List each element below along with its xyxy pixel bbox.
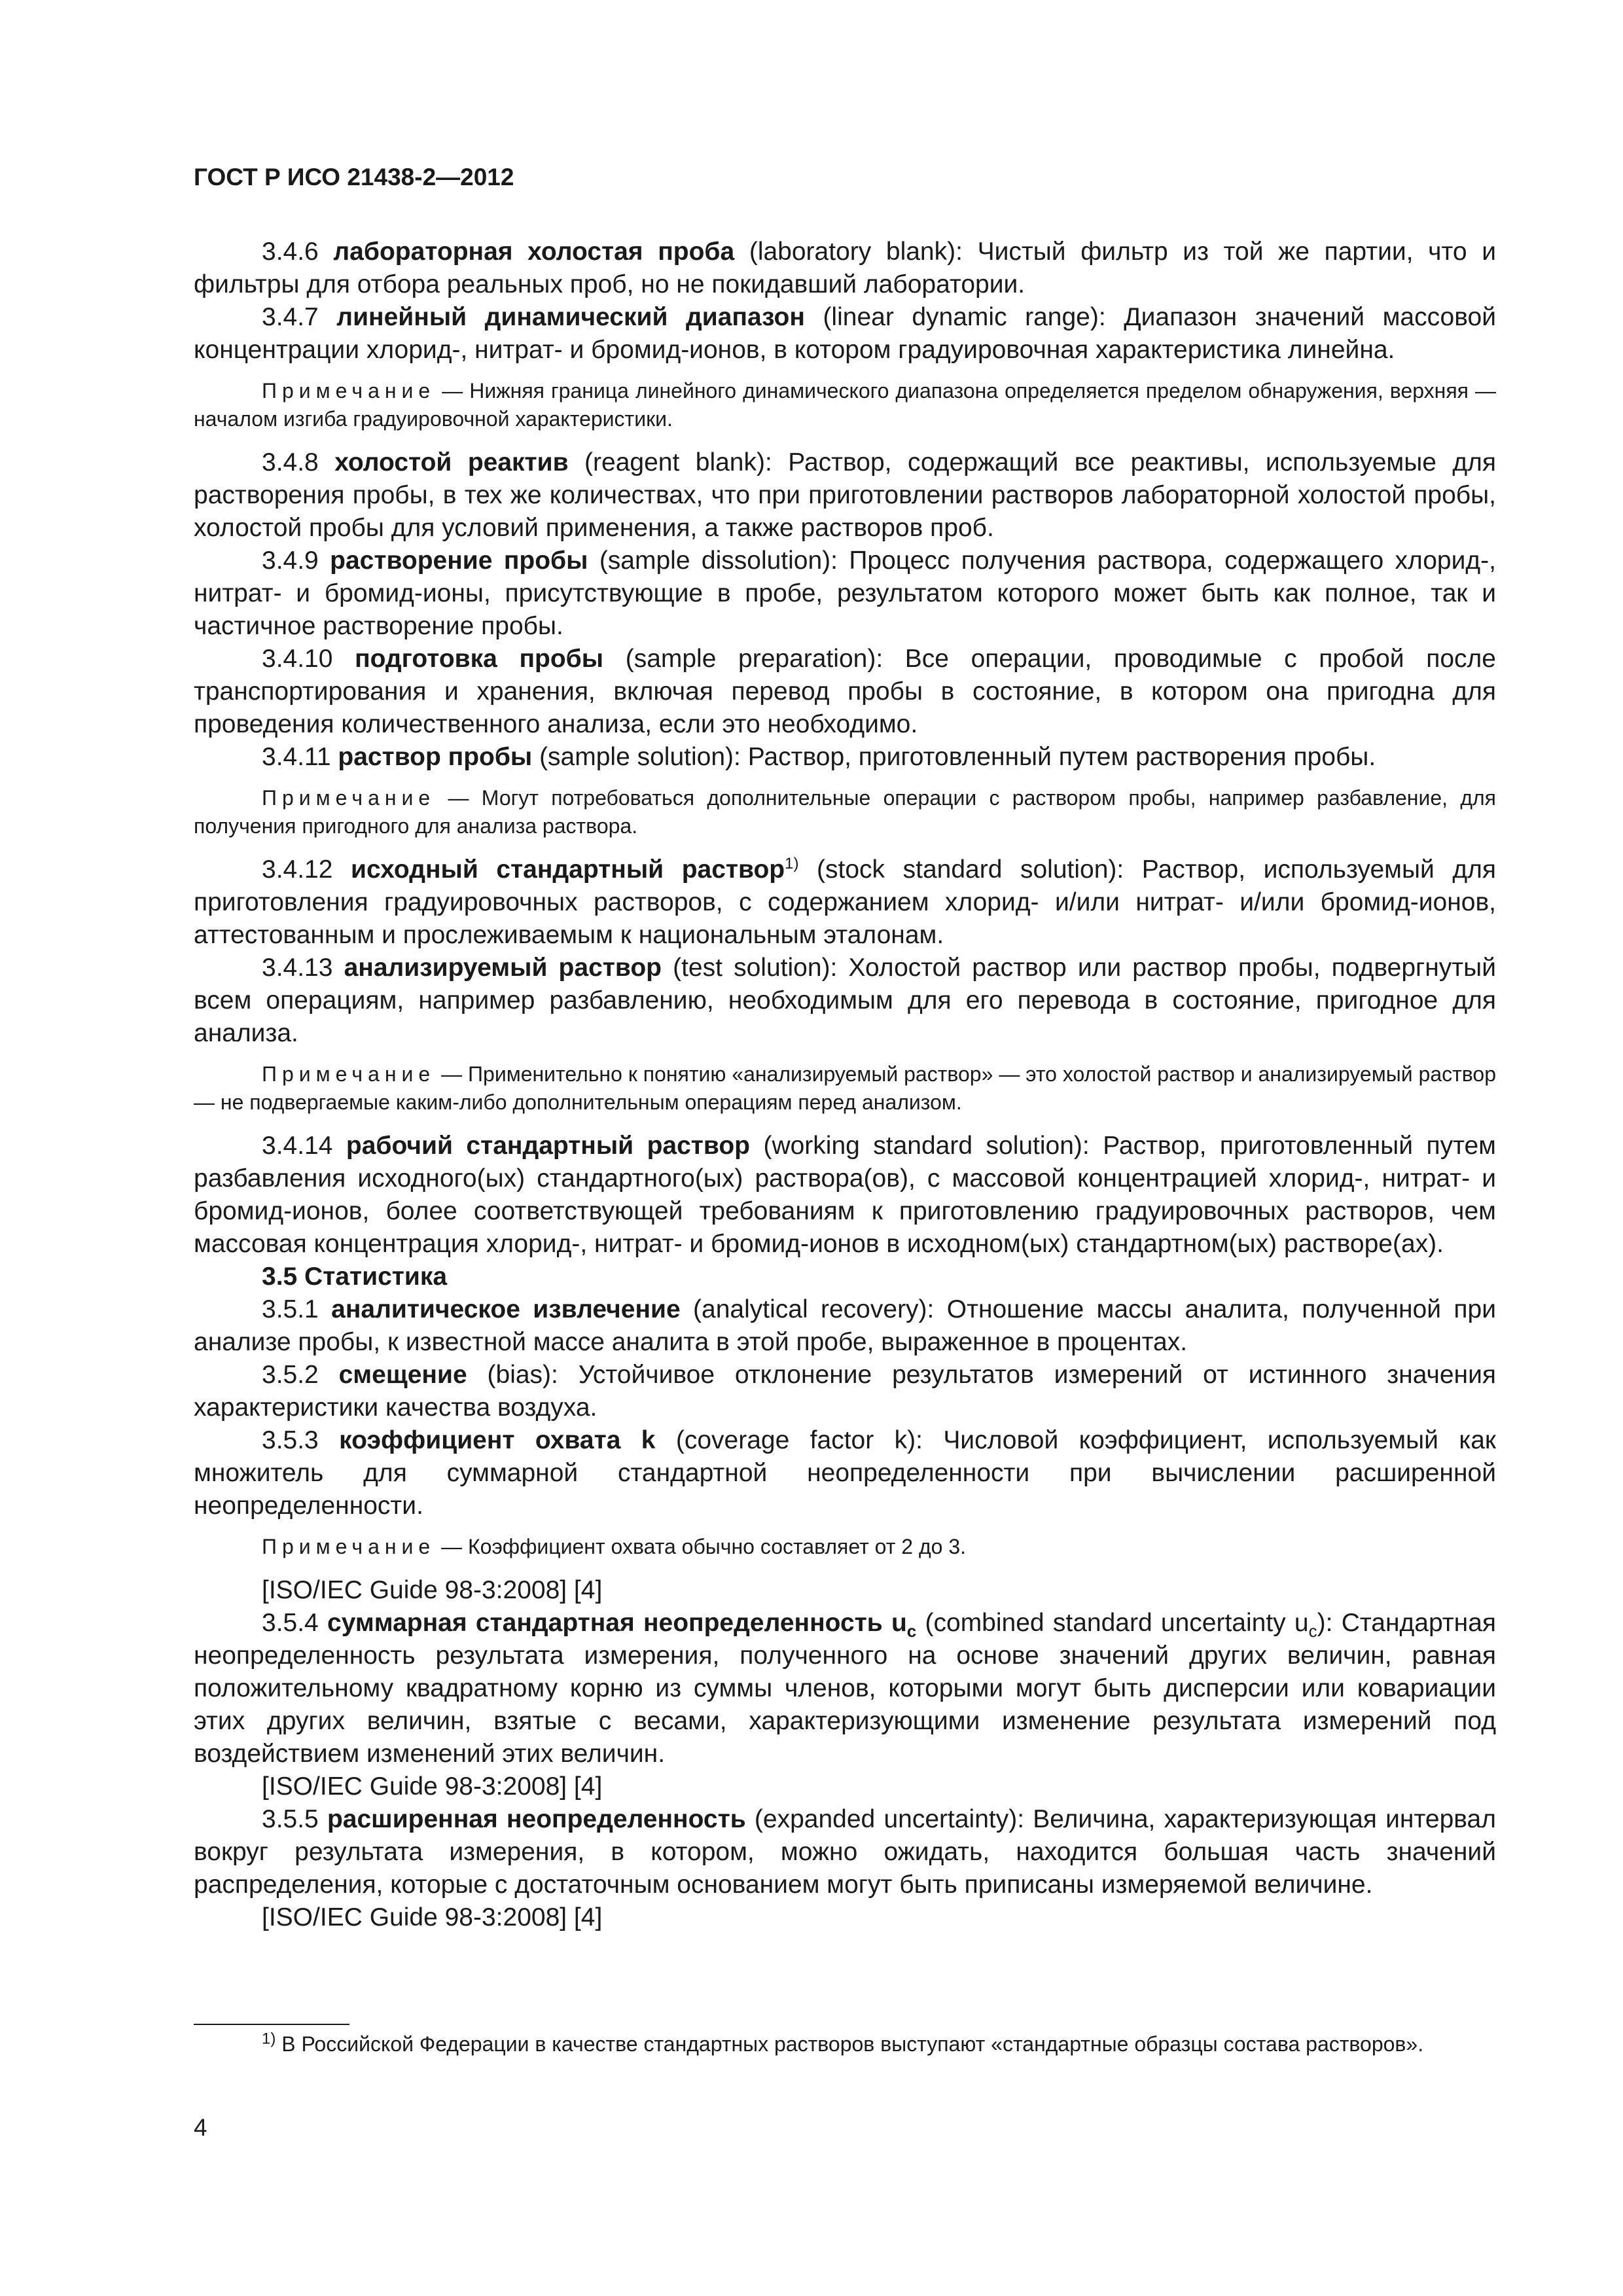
definition <box>194 643 1496 741</box>
definition-text: (expanded uncertainty): Величина, характеризующая интервал вокруг результата измерения, в котором, можно ожидать, находится большая часть значений распределения, которые с достаточным основанием могут быть приписаны измеряемой величине. <box>194 1805 1496 1899</box>
definition-term: расширенная неопределенность <box>327 1805 746 1833</box>
definition-number: 3.4.13 <box>262 954 333 982</box>
definition <box>194 1359 1496 1424</box>
definition <box>194 1130 1496 1261</box>
note-label: Примечание <box>262 379 436 403</box>
definition-number: 3.4.12 <box>262 855 333 884</box>
footnote-ref: 1) <box>785 855 799 872</box>
document-header: ГОСТ Р ИСО 21438-2—2012 <box>194 164 514 190</box>
definition <box>194 545 1496 643</box>
definition-text-cont: ): Стандартная неопределенность результата измерения, полученного на основе значений других величин, равная положительному квадратному корню из суммы членов, которыми могут быть дисперсии или ковариации этих других величин, взятые с весами, характеризующими изменение результата измерений под воздействием изменений этих величин. <box>194 1609 1497 1768</box>
definition-text: (coverage factor k): Числовой коэффициент, используемый как множитель для суммарной стандартной неопределенности при вычислении расширенной неопределенности. <box>194 1426 1496 1520</box>
definition-number: 3.5.3 <box>262 1426 319 1454</box>
definition-number: 3.4.14 <box>262 1132 333 1160</box>
definition <box>194 446 1496 545</box>
footnote-divider <box>194 2024 349 2025</box>
note <box>194 1060 1496 1117</box>
definition-term: суммарная стандартная неопределенность u <box>327 1609 907 1637</box>
text-subscript: c <box>1308 1621 1317 1641</box>
definition-number: 3.5.1 <box>262 1295 319 1323</box>
definition <box>194 1607 1496 1770</box>
definition-term: рабочий стандартный раствор <box>346 1132 750 1160</box>
note-label: Примечание <box>262 1062 436 1086</box>
definition-text: (sample preparation): Все операции, проводимые с пробой после транспортирования и хранения, включая перевод пробы в состояние, в котором она пригодна для проведения количественного анализа, если это необходимо. <box>194 645 1496 738</box>
definition <box>194 1803 1496 1901</box>
definition <box>194 236 1496 301</box>
reference: [ISO/IEC Guide 98-3:2008] [4] <box>262 1772 603 1801</box>
definition-text: (sample solution): Раствор, приготовленный путем растворения пробы. <box>532 743 1376 771</box>
definition-text: (sample dissolution): Процесс получения раствора, содержащего хлорид-, нитрат- и бромид-ионы, присутствующие в пробе, результатом которого может быть как полное, так и частичное растворение пробы. <box>194 547 1496 640</box>
note-text: — Могут потребоваться дополнительные операции с раствором пробы, например разбавление, для получения пригодного для анализа раствора. <box>194 786 1496 838</box>
note <box>194 1533 1496 1561</box>
definition-number: 3.4.9 <box>262 547 319 575</box>
definition-number: 3.4.10 <box>262 645 333 673</box>
section-heading: 3.5 Статистика <box>262 1263 448 1291</box>
definition-number: 3.4.8 <box>262 448 319 476</box>
definition <box>194 853 1496 952</box>
term-subscript: c <box>906 1621 917 1641</box>
note-text: — Коэффициент охвата обычно составляет от 2 до 3. <box>435 1535 966 1558</box>
definition-term: аналитическое извлечение <box>331 1295 681 1323</box>
definition-number: 3.5.4 <box>262 1609 319 1637</box>
definition-text: (test solution): Холостой раствор или раствор пробы, подвергнутый всем операциям, например разбавлению, необходимым для его перевода в состояние, пригодное для анализа. <box>194 954 1496 1047</box>
definition-term: растворение пробы <box>330 547 588 575</box>
definition-term: лабораторная холостая проба <box>333 238 735 266</box>
definition <box>194 1293 1496 1359</box>
page-number: 4 <box>194 2114 207 2141</box>
definition-term: линейный динамический диапазон <box>336 303 805 331</box>
definition-term: коэффициент охвата k <box>339 1426 656 1454</box>
definition-text: (stock standard solution): Раствор, используемый для приготовления градуировочных растворов, с содержанием хлорид- и/или нитрат- и/или бромид-ионов, аттестованным и прослеживаемым к национальным эталонам. <box>194 855 1496 949</box>
definition-number: 3.4.7 <box>262 303 319 331</box>
definition <box>194 301 1496 367</box>
definition <box>194 1424 1496 1522</box>
note <box>194 377 1496 433</box>
reference: [ISO/IEC Guide 98-3:2008] [4] <box>262 1903 603 1931</box>
reference: [ISO/IEC Guide 98-3:2008] [4] <box>262 1576 603 1604</box>
note-text: — Применительно к понятию «анализируемый раствор» — это холостой раствор и анализируемый раствор — не подвергаемые каким-либо дополнительным операциям перед анализом. <box>194 1062 1496 1114</box>
definition <box>194 741 1496 774</box>
definition-term: подготовка пробы <box>355 645 604 673</box>
definition-text: (combined standard uncertainty u <box>916 1609 1309 1637</box>
note-label: Примечание <box>262 1535 436 1558</box>
definition-text: (bias): Устойчивое отклонение результатов измерений от истинного значения характеристики качества воздуха. <box>194 1361 1496 1422</box>
note-text: — Нижняя граница линейного динамического диапазона определяется пределом обнаружения, верхняя — началом изгиба градуировочной характеристики. <box>194 379 1496 431</box>
definition-number: 3.4.6 <box>262 238 319 266</box>
definition-term: холостой реактив <box>334 448 569 476</box>
definition-number: 3.5.5 <box>262 1805 319 1833</box>
definition-number: 3.5.2 <box>262 1361 319 1389</box>
definition-text: (linear dynamic range): Диапазон значений массовой концентрации хлорид-, нитрат- и бромид-ионов, в котором градуировочная характеристика линейна. <box>194 303 1496 364</box>
definition-term: смещение <box>338 1361 467 1389</box>
footnote <box>194 2030 1496 2058</box>
document-body <box>194 236 1496 1934</box>
definition-text: (analytical recovery): Отношение массы аналита, полученной при анализе пробы, к известной массе аналита в этой пробе, выраженное в процентах. <box>194 1295 1496 1356</box>
definition-term: раствор пробы <box>338 743 533 771</box>
definition-term: анализируемый раствор <box>344 954 662 982</box>
definition <box>194 952 1496 1050</box>
note-label: Примечание <box>262 786 436 810</box>
definition-text: (reagent blank): Раствор, содержащий все реактивы, используемые для растворения пробы, в тех же количествах, что при приготовлении растворов лабораторной холостой пробы, холостой пробы для условий применения, а также растворов проб. <box>194 448 1496 542</box>
footnote-mark: 1) <box>262 2030 276 2048</box>
definition-number: 3.4.11 <box>262 743 331 771</box>
definition-text: (laboratory blank): Чистый фильтр из той же партии, что и фильтры для отбора реальных проб, но не покидавший лаборатории. <box>194 238 1496 298</box>
definition-text: (working standard solution): Раствор, приготовленный путем разбавления исходного(ых) стандартного(ых) раствора(ов), с массовой концентрацией хлорид-, нитрат- и бромид-ионов, более соответствующей требованиям к приготовлению градуировочных растворов, чем массовая концентрация хлорид-, нитрат- и бромид-ионов в исходном(ых) стандартном(ых) растворе(ах). <box>194 1132 1496 1258</box>
definition-term: исходный стандартный раствор <box>351 855 785 884</box>
note <box>194 784 1496 840</box>
footnote-text: В Российской Федерации в качестве стандартных растворов выступают «стандартные образцы состава растворов». <box>276 2032 1424 2056</box>
